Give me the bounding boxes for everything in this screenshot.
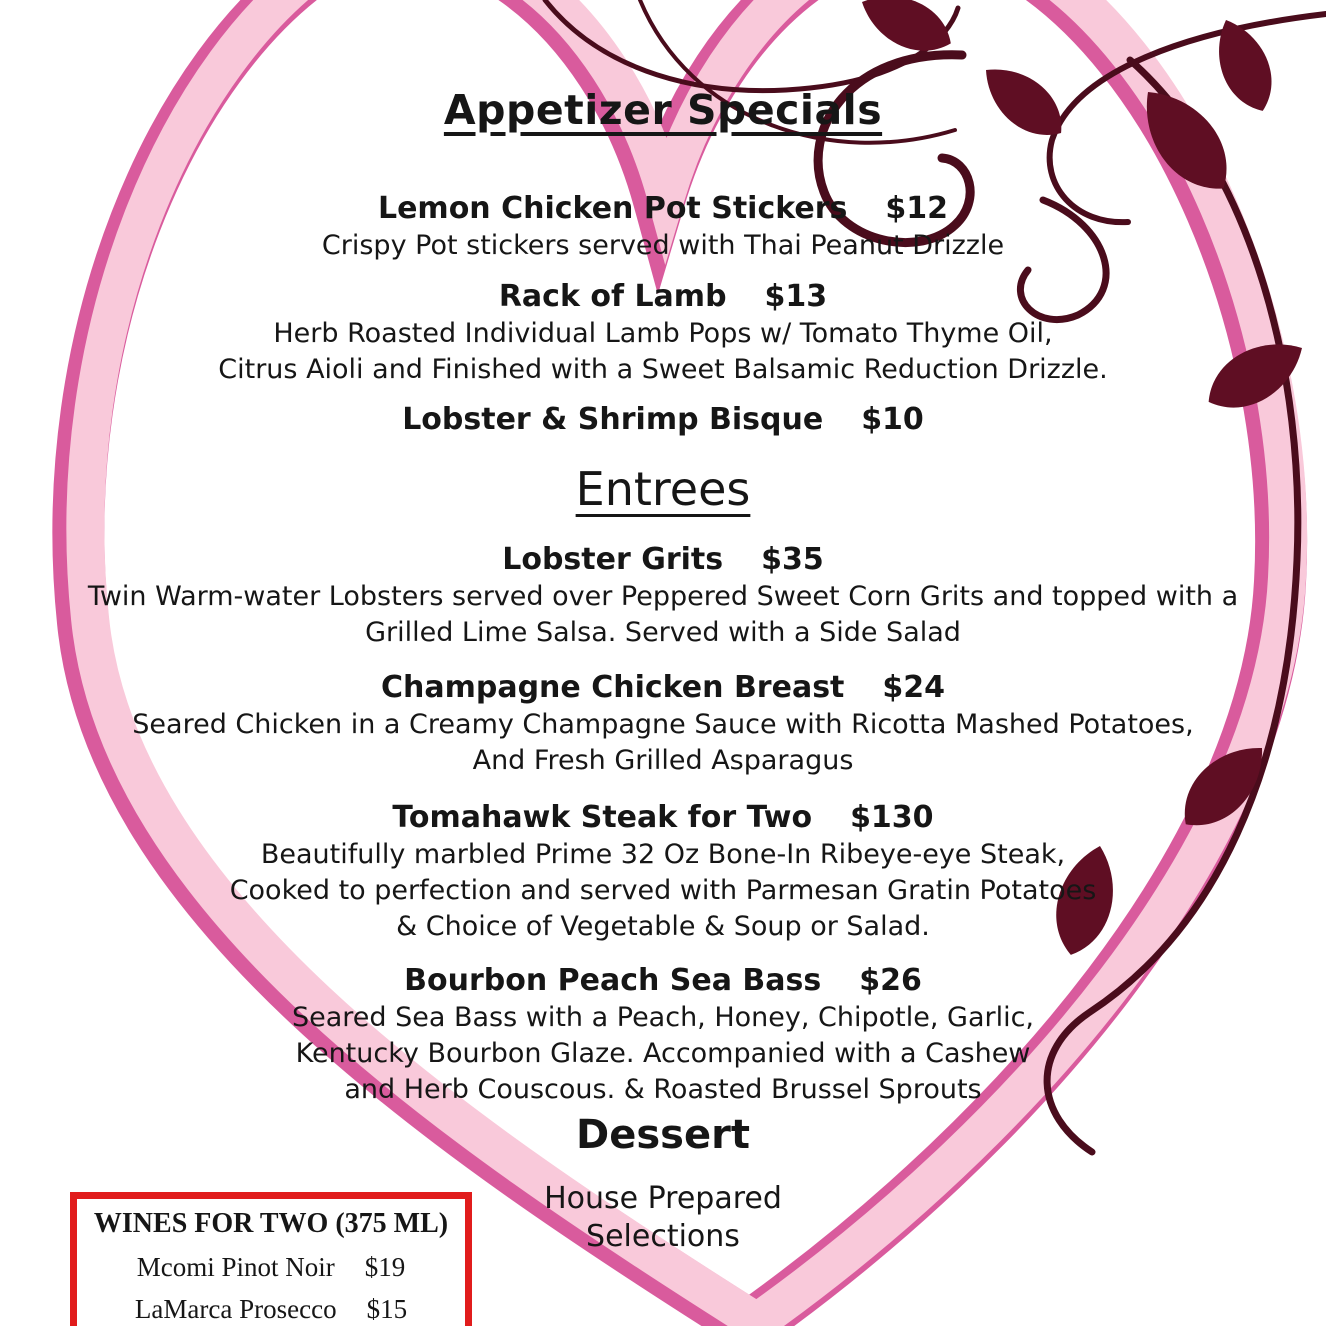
description-line: Crispy Pot stickers served with Thai Peanut Drizzle bbox=[321, 230, 1005, 261]
menu-item-lobster-shrimp-bisque bbox=[23, 401, 1303, 439]
item-name-row bbox=[23, 962, 1303, 1000]
wine-name: Mcomi Pinot Noir bbox=[136, 1252, 335, 1282]
description-line: Kentucky Bourbon Glaze. Accompanied with a Cashew bbox=[295, 1038, 1031, 1069]
item-description bbox=[23, 837, 1303, 945]
wine-box-title: WINES FOR TWO (375 ML) bbox=[93, 1208, 449, 1239]
item-description bbox=[23, 228, 1303, 264]
section-heading-appetizer-specials: Appetizer Specials bbox=[443, 86, 883, 134]
wine-price: $15 bbox=[366, 1294, 408, 1324]
section-heading-entrees: Entrees bbox=[575, 462, 751, 516]
section-heading-dessert: Dessert bbox=[576, 1112, 750, 1158]
menu-item-lobster-grits bbox=[23, 541, 1303, 651]
item-name-row bbox=[23, 190, 1303, 228]
item-description bbox=[23, 1000, 1303, 1108]
dessert-note-line: Selections bbox=[586, 1219, 740, 1254]
wine-item bbox=[77, 1252, 465, 1283]
item-price: $10 bbox=[861, 402, 924, 437]
menu-item-tomahawk-steak-for-two bbox=[23, 799, 1303, 945]
description-line: Grilled Lime Salsa. Served with a Side Salad bbox=[365, 617, 961, 648]
description-line: Twin Warm-water Lobsters served over Peppered Sweet Corn Grits and topped with a bbox=[87, 581, 1239, 612]
description-line: & Choice of Vegetable & Soup or Salad. bbox=[396, 911, 930, 942]
description-line: Seared Sea Bass with a Peach, Honey, Chipotle, Garlic, bbox=[291, 1002, 1035, 1033]
description-line: And Fresh Grilled Asparagus bbox=[472, 745, 854, 776]
item-name: Lobster Grits bbox=[502, 542, 724, 577]
item-name-row bbox=[23, 541, 1303, 579]
item-name-row bbox=[23, 669, 1303, 707]
menu-item-lemon-chicken-pot-stickers bbox=[23, 190, 1303, 264]
item-price: $13 bbox=[764, 279, 828, 314]
item-name-row bbox=[23, 278, 1303, 316]
item-description bbox=[23, 579, 1303, 651]
wine-price: $19 bbox=[364, 1252, 406, 1282]
description-line: Beautifully marbled Prime 32 Oz Bone-In Ribeye-eye Steak, bbox=[260, 839, 1066, 870]
item-description bbox=[23, 707, 1303, 779]
description-line: and Herb Couscous. & Roasted Brussel Sprouts bbox=[344, 1074, 982, 1105]
description-line: Herb Roasted Individual Lamb Pops w/ Tomato Thyme Oil, bbox=[273, 318, 1053, 349]
item-name: Tomahawk Steak for Two bbox=[392, 800, 813, 835]
menu-item-rack-of-lamb bbox=[23, 278, 1303, 388]
description-line: Seared Chicken in a Creamy Champagne Sauce with Ricotta Mashed Potatoes, bbox=[132, 709, 1194, 740]
item-price: $130 bbox=[850, 800, 934, 835]
item-name: Lemon Chicken Pot Stickers bbox=[377, 191, 848, 226]
wine-name: LaMarca Prosecco bbox=[134, 1294, 337, 1324]
item-name: Bourbon Peach Sea Bass bbox=[404, 963, 822, 998]
item-price: $26 bbox=[859, 963, 922, 998]
item-price: $24 bbox=[882, 670, 946, 705]
wines-for-two-box bbox=[70, 1192, 472, 1326]
item-description bbox=[23, 316, 1303, 388]
item-price: $12 bbox=[885, 191, 949, 226]
item-name-row bbox=[23, 401, 1303, 439]
description-line: Cooked to perfection and served with Parmesan Gratin Potatoes bbox=[229, 875, 1097, 906]
menu-item-bourbon-peach-sea-bass bbox=[23, 962, 1303, 1108]
item-name: Lobster & Shrimp Bisque bbox=[402, 402, 824, 437]
dessert-note-line: House Prepared bbox=[544, 1181, 782, 1216]
item-price: $35 bbox=[761, 542, 824, 577]
wine-item bbox=[77, 1294, 465, 1325]
item-name: Rack of Lamb bbox=[498, 279, 727, 314]
menu-item-champagne-chicken-breast bbox=[23, 669, 1303, 779]
item-name-row bbox=[23, 799, 1303, 837]
item-name: Champagne Chicken Breast bbox=[380, 670, 845, 705]
description-line: Citrus Aioli and Finished with a Sweet Balsamic Reduction Drizzle. bbox=[218, 354, 1108, 385]
